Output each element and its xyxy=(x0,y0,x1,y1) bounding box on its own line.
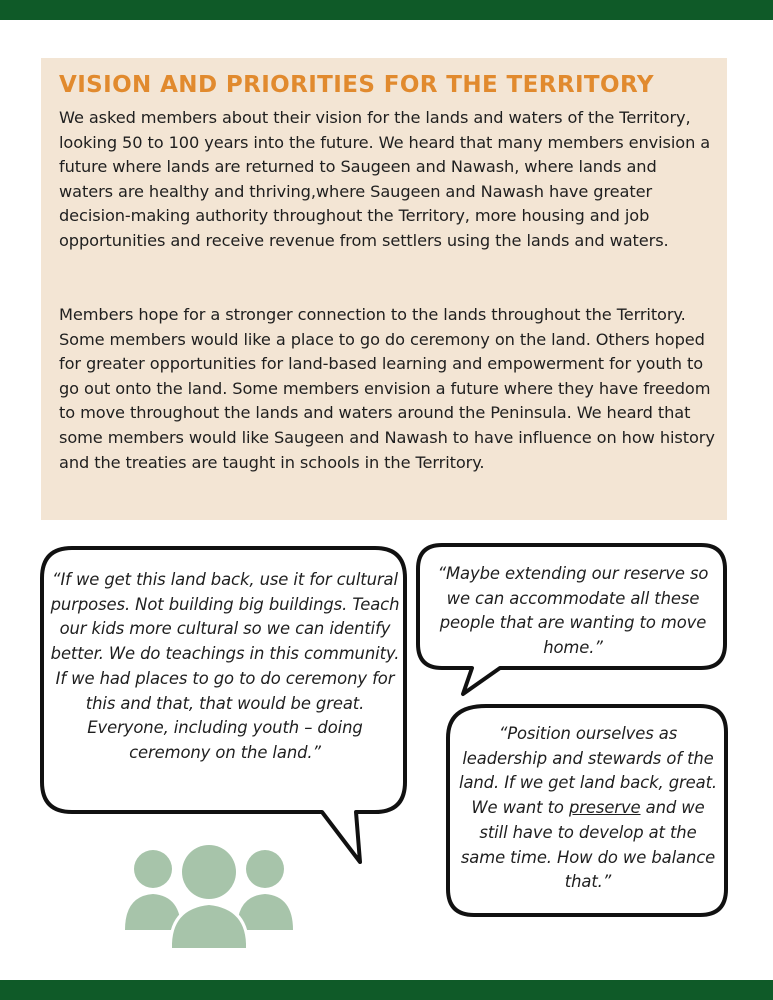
vision-paragraph-1: We asked members about their vision for the lands and waters of the Territory, looking 50 to 100 years into the future. We heard that many members envision a future where lands are returned to Saugeen and Nawash, where lands and waters are healthy and thriving,where Saugeen and Nawash have greater decision-making authority throughout the Territory, more housing and job opportunities and receive revenue from settlers using the lands and waters. xyxy=(59,108,711,250)
quote-3-underlined-word: preserve xyxy=(568,798,641,818)
vision-paragraph-2: Members hope for a stronger connection to the lands throughout the Territory. Some members would like a place to go do ceremony on the land. Others hoped for greater opportunities for land-based learning and empowerment for youth to go out onto the land. Some members envision a future where they have freedom to move throughout the lands and waters around the Peninsula. We heard that some members would like Saugeen and Nawash to have influence on how history and the treaties are taught in schools in the Territory. xyxy=(59,305,715,472)
people-group-icon xyxy=(125,843,293,950)
quote-1: “If we get this land back, use it for cultural purposes. Not building big buildings. Teach our kids more cultural so we can identify better. We do teachings in this community. If we had places to go to do ceremony for this and that, that would be great. Everyone, including youth – doing ceremony on the land.” xyxy=(50,570,400,762)
bottom-band xyxy=(0,980,773,1000)
quote-3-text-end: and we still have to develop at the same time. How do we balance that.” xyxy=(460,798,716,892)
quote-3 xyxy=(455,722,721,895)
quote-3-text-start: “Position ourselves as leadership and stewards of the land. If we get land back, great. We want to xyxy=(458,724,718,818)
section-title: VISION AND PRIORITIES FOR THE TERRITORY xyxy=(59,72,654,98)
quote-2: “Maybe extending our reserve so we can accommodate all these people that are wanting to move home.” xyxy=(437,564,709,658)
